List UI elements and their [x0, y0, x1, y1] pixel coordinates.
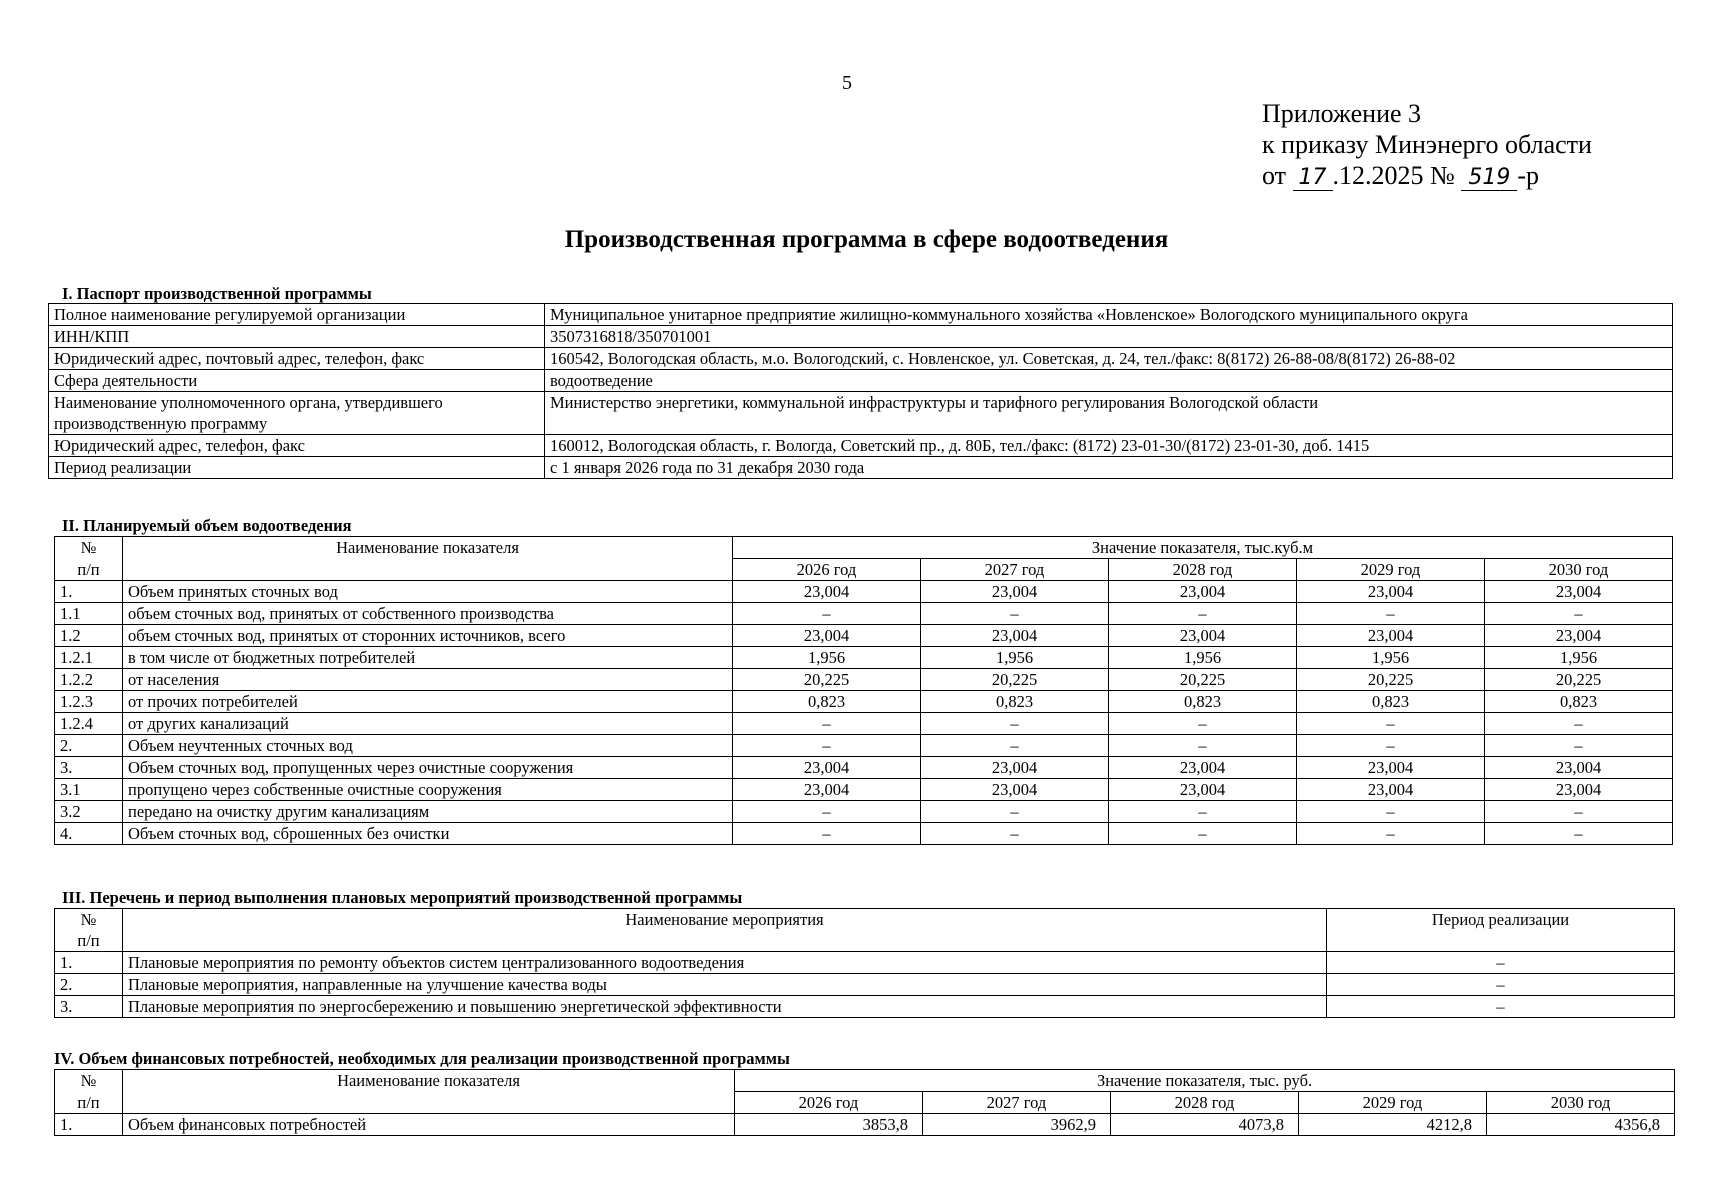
row-number: 2. [55, 735, 123, 757]
passport-value: 160542, Вологодская область, м.о. Вологодский, с. Новленское, ул. Советская, д. 24, тел./факс: 8(8172) 26-88-08/8(8172) 26-88-02 [545, 348, 1673, 370]
finance-value: 4073,8 [1111, 1114, 1299, 1136]
measures-name-header: Наименование мероприятия [123, 909, 1327, 931]
row-indicator-name: от населения [123, 669, 733, 691]
row-number: 4. [55, 823, 123, 845]
appendix-line1: Приложение 3 [1262, 99, 1422, 128]
row-number: 1.2.4 [55, 713, 123, 735]
table-row [55, 974, 1675, 996]
passport-value: Министерство энергетики, коммунальной инфраструктуры и тарифного регулирования Вологодской области [545, 392, 1673, 435]
year-header: 2026 год [733, 559, 921, 581]
row-value: 23,004 [1109, 625, 1297, 647]
year-header: 2028 год [1109, 559, 1297, 581]
row-value: – [1485, 823, 1673, 845]
row-value: 1,956 [921, 647, 1109, 669]
table-row [49, 392, 1673, 435]
row-indicator-name: от прочих потребителей [123, 691, 733, 713]
row-value: 23,004 [1485, 757, 1673, 779]
passport-label: Юридический адрес, почтовый адрес, телефон, факс [49, 348, 545, 370]
row-value: – [1297, 801, 1485, 823]
row-indicator-name: пропущено через собственные очистные сооружения [123, 779, 733, 801]
table-row [55, 603, 1673, 625]
row-number: 1.2.3 [55, 691, 123, 713]
row-value: 23,004 [921, 581, 1109, 603]
table-row [55, 691, 1673, 713]
row-value: 23,004 [921, 779, 1109, 801]
passport-table [48, 303, 1673, 479]
row-indicator-name: объем сточных вод, принятых от собственного производства [123, 603, 733, 625]
finance-value-header: Значение показателя, тыс. руб. [735, 1070, 1675, 1092]
year-header: 2027 год [923, 1092, 1111, 1114]
row-number: 1.2.2 [55, 669, 123, 691]
measure-number: 2. [55, 974, 123, 996]
row-value: 23,004 [1297, 625, 1485, 647]
row-number: 3. [55, 757, 123, 779]
section3-heading: III. Перечень и период выполнения плановых мероприятий производственной программы [62, 888, 743, 907]
table-row [55, 823, 1673, 845]
row-value: 23,004 [1297, 779, 1485, 801]
row-value: 20,225 [1297, 669, 1485, 691]
row-indicator-name: в том числе от бюджетных потребителей [123, 647, 733, 669]
year-header: 2030 год [1485, 559, 1673, 581]
table-row [49, 435, 1673, 457]
volume-table [54, 536, 1673, 845]
table-row [55, 757, 1673, 779]
row-value: – [733, 735, 921, 757]
finance-value: 3962,9 [923, 1114, 1111, 1136]
row-value: – [1109, 713, 1297, 735]
table-row [49, 348, 1673, 370]
table-row [55, 996, 1675, 1018]
row-value: 20,225 [1109, 669, 1297, 691]
passport-label: Наименование уполномоченного органа, утвердившего производственную программу [49, 392, 545, 435]
row-indicator-name: Объем сточных вод, сброшенных без очистки [123, 823, 733, 845]
row-value: 23,004 [921, 757, 1109, 779]
appendix-from: от [1262, 161, 1287, 190]
passport-label: Полное наименование регулируемой организации [49, 304, 545, 326]
row-value: – [733, 801, 921, 823]
row-value: 1,956 [1297, 647, 1485, 669]
row-value: – [921, 603, 1109, 625]
row-number: 1.2.1 [55, 647, 123, 669]
page-number: 5 [842, 72, 852, 94]
finance-number: 1. [55, 1114, 123, 1136]
measures-period-header: Период реализации [1327, 909, 1675, 931]
row-value: – [1297, 603, 1485, 625]
measure-name: Плановые мероприятия по энергосбережению и повышению энергетической эффективности [123, 996, 1327, 1018]
row-number: 3.2 [55, 801, 123, 823]
finance-table [54, 1069, 1675, 1136]
passport-value: 160012, Вологодская область, г. Вологда, Советский пр., д. 80Б, тел./факс: (8172) 23-01-30/(8172) 23-01-30, доб. 1415 [545, 435, 1673, 457]
row-value: – [1485, 603, 1673, 625]
table-row [55, 581, 1673, 603]
col-num-header: № [55, 537, 123, 559]
table-row [55, 625, 1673, 647]
row-value: – [1109, 823, 1297, 845]
measure-period: – [1327, 996, 1675, 1018]
finance-value: 3853,8 [735, 1114, 923, 1136]
row-value: 23,004 [1109, 757, 1297, 779]
measure-period: – [1327, 974, 1675, 996]
handwritten-number: 519 [1461, 166, 1517, 191]
row-value: – [1109, 603, 1297, 625]
row-value: – [921, 735, 1109, 757]
row-value: 23,004 [1297, 581, 1485, 603]
row-indicator-name: Объем неучтенных сточных вод [123, 735, 733, 757]
row-value: – [1485, 713, 1673, 735]
row-value: 0,823 [1485, 691, 1673, 713]
passport-value: Муниципальное унитарное предприятие жилищно-коммунального хозяйства «Новленское» Вологодского муниципального округа [545, 304, 1673, 326]
row-value: 1,956 [733, 647, 921, 669]
passport-value: с 1 января 2026 года по 31 декабря 2030 года [545, 457, 1673, 479]
col-name-header-2 [123, 559, 733, 581]
row-number: 1.2 [55, 625, 123, 647]
measures-num-header: № [55, 909, 123, 931]
year-header: 2030 год [1487, 1092, 1675, 1114]
row-value: – [1109, 735, 1297, 757]
measure-period: – [1327, 952, 1675, 974]
finance-num-header-2: п/п [55, 1092, 123, 1114]
handwritten-day: 17 [1293, 166, 1333, 191]
year-header: 2026 год [735, 1092, 923, 1114]
year-header: 2029 год [1299, 1092, 1487, 1114]
appendix-line3 [1262, 160, 1592, 191]
table-row [55, 1114, 1675, 1136]
passport-value: водоотведение [545, 370, 1673, 392]
table-row [55, 779, 1673, 801]
section2-heading: II. Планируемый объем водоотведения [62, 516, 352, 535]
row-value: 1,956 [1109, 647, 1297, 669]
row-value: – [1297, 735, 1485, 757]
passport-label: Юридический адрес, телефон, факс [49, 435, 545, 457]
row-value: 20,225 [1485, 669, 1673, 691]
measures-table [54, 908, 1675, 1018]
row-value: – [1485, 735, 1673, 757]
passport-label: ИНН/КПП [49, 326, 545, 348]
finance-num-header: № [55, 1070, 123, 1092]
section4-heading: IV. Объем финансовых потребностей, необходимых для реализации производственной программы [54, 1049, 790, 1068]
passport-label: Сфера деятельности [49, 370, 545, 392]
row-number: 3.1 [55, 779, 123, 801]
table-row [55, 735, 1673, 757]
appendix-suffix: -р [1517, 161, 1540, 190]
table-row [55, 647, 1673, 669]
row-value: – [733, 713, 921, 735]
row-value: – [1297, 713, 1485, 735]
table-row [55, 713, 1673, 735]
finance-name-header: Наименование показателя [123, 1070, 735, 1092]
passport-value: 3507316818/350701001 [545, 326, 1673, 348]
row-indicator-name: от других канализаций [123, 713, 733, 735]
row-value: 23,004 [733, 625, 921, 647]
row-value: – [1109, 801, 1297, 823]
row-value: – [1297, 823, 1485, 845]
measure-number: 3. [55, 996, 123, 1018]
row-value: – [733, 603, 921, 625]
row-value: 0,823 [1109, 691, 1297, 713]
passport-label: Период реализации [49, 457, 545, 479]
measure-name: Плановые мероприятия по ремонту объектов систем централизованного водоотведения [123, 952, 1327, 974]
row-indicator-name: передано на очистку другим канализациям [123, 801, 733, 823]
row-value: 23,004 [1297, 757, 1485, 779]
row-value: 23,004 [1485, 581, 1673, 603]
finance-name: Объем финансовых потребностей [123, 1114, 735, 1136]
finance-value: 4212,8 [1299, 1114, 1487, 1136]
row-indicator-name: Объем сточных вод, пропущенных через очистные сооружения [123, 757, 733, 779]
row-value: 23,004 [733, 581, 921, 603]
row-value: – [733, 823, 921, 845]
row-value: 0,823 [733, 691, 921, 713]
row-value: – [1485, 801, 1673, 823]
table-row [55, 801, 1673, 823]
row-value: – [921, 713, 1109, 735]
row-value: 1,956 [1485, 647, 1673, 669]
row-number: 1. [55, 581, 123, 603]
measures-period-header-2 [1327, 930, 1675, 952]
col-name-header: Наименование показателя [123, 537, 733, 559]
table-row [49, 326, 1673, 348]
row-value: 23,004 [733, 757, 921, 779]
row-value: – [921, 823, 1109, 845]
row-number: 1.1 [55, 603, 123, 625]
table-row [49, 457, 1673, 479]
finance-name-header-2 [123, 1092, 735, 1114]
year-header: 2027 год [921, 559, 1109, 581]
row-value: 23,004 [921, 625, 1109, 647]
finance-value: 4356,8 [1487, 1114, 1675, 1136]
row-indicator-name: Объем принятых сточных вод [123, 581, 733, 603]
col-num-header-2: п/п [55, 559, 123, 581]
measures-name-header-2 [123, 930, 1327, 952]
row-value: 20,225 [921, 669, 1109, 691]
year-header: 2029 год [1297, 559, 1485, 581]
row-value: 0,823 [921, 691, 1109, 713]
section1-heading: I. Паспорт производственной программы [62, 284, 372, 303]
col-value-header: Значение показателя, тыс.куб.м [733, 537, 1673, 559]
measure-name: Плановые мероприятия, направленные на улучшение качества воды [123, 974, 1327, 996]
measure-number: 1. [55, 952, 123, 974]
row-value: 20,225 [733, 669, 921, 691]
table-row [55, 669, 1673, 691]
row-value: 23,004 [1485, 625, 1673, 647]
table-row [55, 952, 1675, 974]
row-value: 23,004 [733, 779, 921, 801]
row-value: 0,823 [1297, 691, 1485, 713]
table-row [49, 370, 1673, 392]
row-value: 23,004 [1109, 779, 1297, 801]
row-value: 23,004 [1109, 581, 1297, 603]
row-value: – [921, 801, 1109, 823]
appendix-line2: к приказу Минэнерго области [1262, 130, 1592, 159]
year-header: 2028 год [1111, 1092, 1299, 1114]
document-title: Производственная программа в сфере водоотведения [564, 226, 1169, 253]
appendix-block [1262, 98, 1592, 191]
table-row [49, 304, 1673, 326]
row-indicator-name: объем сточных вод, принятых от сторонних источников, всего [123, 625, 733, 647]
row-value: 23,004 [1485, 779, 1673, 801]
appendix-date: .12.2025 № [1332, 161, 1455, 190]
measures-num-header-2: п/п [55, 930, 123, 952]
